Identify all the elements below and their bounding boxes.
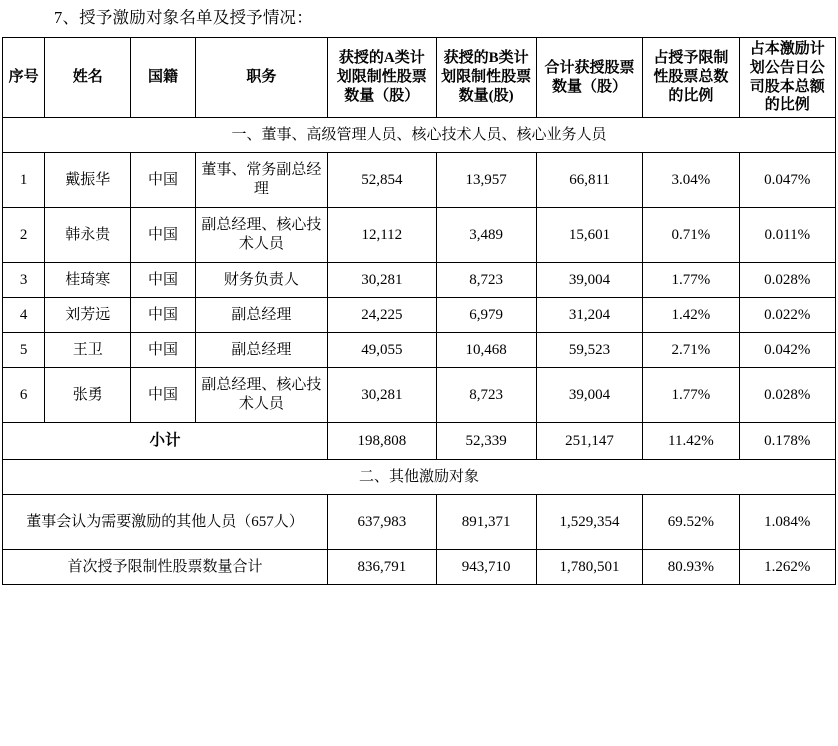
cell-pct-of-capital: 0.011% <box>739 208 835 263</box>
table-row <box>3 333 836 368</box>
grand-total-pct-of-capital: 1.262% <box>739 550 835 585</box>
cell-b-class: 10,468 <box>436 333 536 368</box>
cell-position: 董事、常务副总经理 <box>195 153 327 208</box>
header-position: 职务 <box>195 38 327 118</box>
cell-name: 桂琦寒 <box>45 263 131 298</box>
cell-a-class: 30,281 <box>328 368 436 423</box>
table-header-row <box>3 38 836 118</box>
grand-total-b-class: 943,710 <box>436 550 536 585</box>
group-label-2: 二、其他激励对象 <box>3 460 836 495</box>
cell-pct-of-capital: 0.022% <box>739 298 835 333</box>
cell-position: 副总经理、核心技术人员 <box>195 368 327 423</box>
subtotal-row <box>3 423 836 460</box>
cell-b-class: 3,489 <box>436 208 536 263</box>
header-a-class: 获授的A类计划限制性股票数量（股） <box>328 38 436 118</box>
subtotal-pct-of-grant: 11.42% <box>643 423 739 460</box>
header-b-class: 获授的B类计划限制性股票数量(股) <box>436 38 536 118</box>
cell-name: 王卫 <box>45 333 131 368</box>
table-row <box>3 368 836 423</box>
header-seq: 序号 <box>3 38 45 118</box>
cell-b-class: 13,957 <box>436 153 536 208</box>
cell-nationality: 中国 <box>131 368 195 423</box>
header-pct-of-capital: 占本激励计划公告日公司股本总额的比例 <box>739 38 835 118</box>
cell-nationality: 中国 <box>131 263 195 298</box>
cell-b-class: 8,723 <box>436 263 536 298</box>
cell-seq: 5 <box>3 333 45 368</box>
cell-seq: 2 <box>3 208 45 263</box>
others-pct-of-grant: 69.52% <box>643 495 739 550</box>
cell-a-class: 12,112 <box>328 208 436 263</box>
header-name: 姓名 <box>45 38 131 118</box>
cell-seq: 3 <box>3 263 45 298</box>
grand-total-row <box>3 550 836 585</box>
subtotal-label: 小计 <box>3 423 328 460</box>
cell-pct-of-capital: 0.028% <box>739 368 835 423</box>
cell-position: 副总经理 <box>195 298 327 333</box>
others-a-class: 637,983 <box>328 495 436 550</box>
table-row <box>3 153 836 208</box>
table-row <box>3 298 836 333</box>
grand-total-pct-of-grant: 80.93% <box>643 550 739 585</box>
subtotal-a-class: 198,808 <box>328 423 436 460</box>
section-heading: 7、授予激励对象名单及授予情况： <box>54 8 313 27</box>
others-pct-of-capital: 1.084% <box>739 495 835 550</box>
cell-pct-of-grant: 2.71% <box>643 333 739 368</box>
cell-name: 张勇 <box>45 368 131 423</box>
cell-pct-of-grant: 1.77% <box>643 368 739 423</box>
group-row-others <box>3 460 836 495</box>
header-pct-of-grant: 占授予限制性股票总数的比例 <box>643 38 739 118</box>
cell-seq: 1 <box>3 153 45 208</box>
cell-total: 66,811 <box>536 153 642 208</box>
subtotal-total: 251,147 <box>536 423 642 460</box>
cell-pct-of-grant: 3.04% <box>643 153 739 208</box>
cell-nationality: 中国 <box>131 153 195 208</box>
cell-total: 31,204 <box>536 298 642 333</box>
cell-seq: 6 <box>3 368 45 423</box>
cell-a-class: 24,225 <box>328 298 436 333</box>
grant-table <box>2 37 836 585</box>
cell-pct-of-capital: 0.028% <box>739 263 835 298</box>
others-label: 董事会认为需要激励的其他人员（657人） <box>3 495 328 550</box>
group-label-1: 一、董事、高级管理人员、核心技术人员、核心业务人员 <box>3 118 836 153</box>
grand-total-a-class: 836,791 <box>328 550 436 585</box>
header-nationality: 国籍 <box>131 38 195 118</box>
cell-total: 59,523 <box>536 333 642 368</box>
cell-nationality: 中国 <box>131 333 195 368</box>
header-total: 合计获授股票数量（股） <box>536 38 642 118</box>
cell-name: 刘芳远 <box>45 298 131 333</box>
cell-b-class: 8,723 <box>436 368 536 423</box>
cell-pct-of-grant: 1.77% <box>643 263 739 298</box>
cell-position: 副总经理、核心技术人员 <box>195 208 327 263</box>
cell-position: 副总经理 <box>195 333 327 368</box>
cell-name: 韩永贵 <box>45 208 131 263</box>
cell-b-class: 6,979 <box>436 298 536 333</box>
subtotal-pct-of-capital: 0.178% <box>739 423 835 460</box>
cell-pct-of-capital: 0.047% <box>739 153 835 208</box>
cell-pct-of-capital: 0.042% <box>739 333 835 368</box>
cell-nationality: 中国 <box>131 208 195 263</box>
cell-pct-of-grant: 0.71% <box>643 208 739 263</box>
grand-total-label: 首次授予限制性股票数量合计 <box>3 550 328 585</box>
cell-total: 39,004 <box>536 368 642 423</box>
others-b-class: 891,371 <box>436 495 536 550</box>
cell-position: 财务负责人 <box>195 263 327 298</box>
cell-seq: 4 <box>3 298 45 333</box>
others-row <box>3 495 836 550</box>
cell-a-class: 49,055 <box>328 333 436 368</box>
cell-name: 戴振华 <box>45 153 131 208</box>
group-row-directors <box>3 118 836 153</box>
cell-a-class: 30,281 <box>328 263 436 298</box>
others-total: 1,529,354 <box>536 495 642 550</box>
cell-nationality: 中国 <box>131 298 195 333</box>
cell-total: 15,601 <box>536 208 642 263</box>
cell-pct-of-grant: 1.42% <box>643 298 739 333</box>
cell-total: 39,004 <box>536 263 642 298</box>
cell-a-class: 52,854 <box>328 153 436 208</box>
table-row <box>3 208 836 263</box>
grand-total-total: 1,780,501 <box>536 550 642 585</box>
table-row <box>3 263 836 298</box>
subtotal-b-class: 52,339 <box>436 423 536 460</box>
